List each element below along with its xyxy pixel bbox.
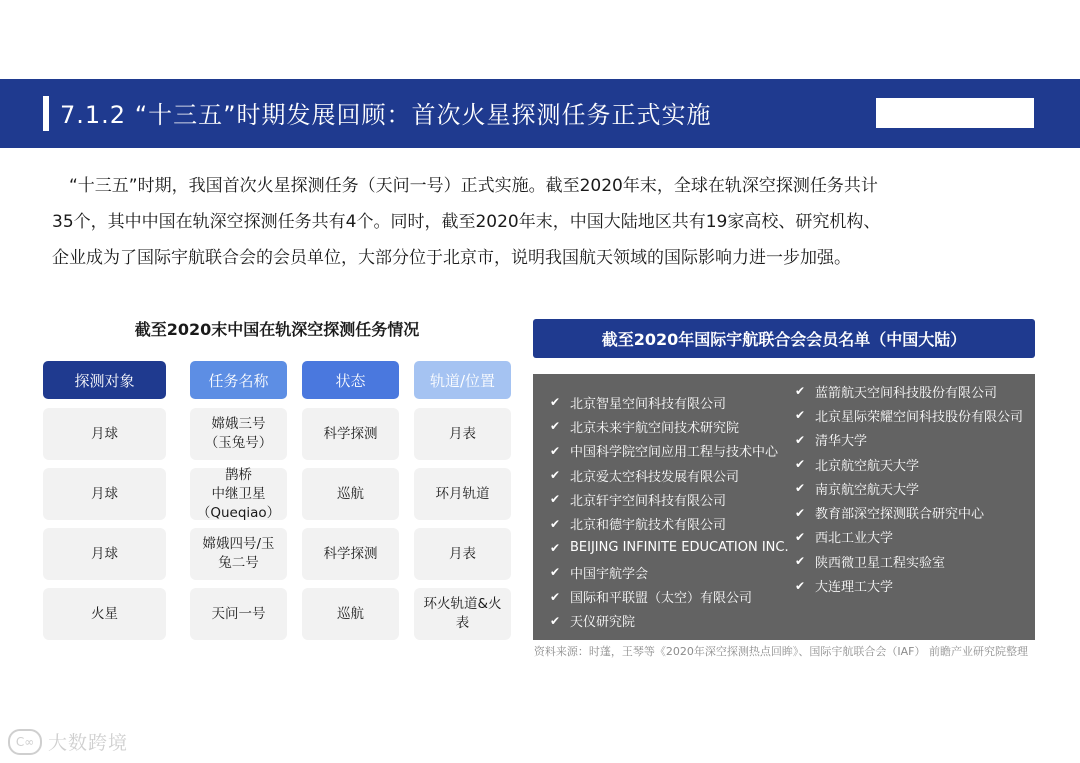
checkmark-icon: ✔ <box>550 565 561 580</box>
cell-orbit-line: 表 <box>455 615 470 631</box>
member-name: 陕西微卫星工程实验室 <box>815 555 946 571</box>
list-item <box>550 463 789 487</box>
list-item <box>550 536 789 560</box>
member-name: 北京爱太空科技发展有限公司 <box>570 469 740 485</box>
member-name: 北京轩宇空间科技有限公司 <box>570 493 727 509</box>
cell-orbit <box>414 588 511 640</box>
checkmark-icon: ✔ <box>550 613 561 628</box>
cell-status: 科学探测 <box>302 528 399 580</box>
cell-target: 月球 <box>43 408 166 460</box>
member-name: 国际和平联盟（太空）有限公司 <box>570 591 753 607</box>
member-name: 大连理工大学 <box>815 580 894 596</box>
checkmark-icon: ✔ <box>550 419 561 434</box>
member-name: 西北工业大学 <box>815 531 894 547</box>
checkmark-icon: ✔ <box>550 492 561 507</box>
intro-line-3: 企业成为了国际宇航联合会的会员单位，大部分位于北京市，说明我国航天领域的国际影响力进一步加强。 <box>52 248 851 268</box>
intro-line-1: “十三五”时期，我国首次火星探测任务（天问一号）正式实施。截至2020年末，全球在轨深空探测任务共计 <box>69 176 878 196</box>
source-note: 资料来源：时蓬，王琴等《2020年深空探测热点回眸》、国际宇航联合会（IAF） 前瞻产业研究院整理 <box>533 645 1028 658</box>
list-item <box>795 428 1023 452</box>
members-column-left <box>550 390 789 633</box>
member-name: 北京智星空间科技有限公司 <box>570 396 727 412</box>
cell-mission-name <box>190 468 287 520</box>
list-item <box>550 487 789 511</box>
checkmark-icon: ✔ <box>550 395 561 410</box>
member-name: 北京航空航天大学 <box>815 458 920 474</box>
cell-target: 月球 <box>43 468 166 520</box>
member-name: 教育部深空探测联合研究中心 <box>815 507 985 523</box>
missions-table-title: 截至2020末中国在轨深空探测任务情况 <box>134 320 420 339</box>
list-item <box>795 452 1023 476</box>
list-item <box>795 525 1023 549</box>
cell-mission-name-line: 天问一号 <box>211 605 266 622</box>
list-item <box>550 560 789 584</box>
member-name: 北京星际荣耀空间科技股份有限公司 <box>815 409 1024 425</box>
member-name: 中国科学院空间应用工程与技术中心 <box>570 445 779 461</box>
list-item <box>795 500 1023 524</box>
checkmark-icon: ✔ <box>795 578 806 593</box>
cell-mission-name <box>190 408 287 460</box>
members-title: 截至2020年国际宇航联合会会员名单（中国大陆） <box>533 319 1035 358</box>
checkmark-icon: ✔ <box>795 481 806 496</box>
cell-orbit-line: 月表 <box>449 545 476 562</box>
checkmark-icon: ✔ <box>550 516 561 531</box>
list-item <box>550 609 789 633</box>
list-item <box>795 573 1023 597</box>
list-item <box>795 476 1023 500</box>
table-header-cell: 探测对象 <box>43 361 166 399</box>
watermark-logo <box>8 728 128 755</box>
cell-orbit-line: 月表 <box>449 425 476 442</box>
member-name: BEIJING INFINITE EDUCATION INC. <box>570 540 789 556</box>
cell-target: 月球 <box>43 528 166 580</box>
member-name: 中国宇航学会 <box>570 566 649 582</box>
list-item <box>795 379 1023 403</box>
cell-orbit-line: 环火轨道&火 <box>423 596 502 612</box>
list-item <box>550 511 789 535</box>
table-header-cell: 轨道/位置 <box>414 361 511 399</box>
list-item <box>550 584 789 608</box>
cell-status: 巡航 <box>302 468 399 520</box>
checkmark-icon: ✔ <box>550 540 561 555</box>
cell-orbit-line: 环月轨道 <box>435 485 490 502</box>
member-name: 天仪研究院 <box>570 615 636 631</box>
member-name: 南京航空航天大学 <box>815 482 920 498</box>
cell-mission-name-line: 嫦娥三号 <box>211 416 266 432</box>
cell-orbit <box>414 528 511 580</box>
list-item <box>550 414 789 438</box>
cell-mission-name-line: 鹊桥 <box>225 466 252 483</box>
members-panel <box>533 374 1035 640</box>
member-name: 蓝箭航天空间科技股份有限公司 <box>815 385 998 401</box>
cell-status: 科学探测 <box>302 408 399 460</box>
cell-mission-name-line: （Queqiao） <box>196 504 281 521</box>
checkmark-icon: ✔ <box>795 408 806 423</box>
list-item <box>550 439 789 463</box>
member-name: 北京和德宇航技术有限公司 <box>570 518 727 534</box>
member-name: 北京未来宇航空间技术研究院 <box>570 420 740 436</box>
header-accent-bar <box>43 96 49 131</box>
checkmark-icon: ✔ <box>550 468 561 483</box>
checkmark-icon: ✔ <box>795 505 806 520</box>
table-header-cell: 任务名称 <box>190 361 287 399</box>
cell-orbit <box>414 468 511 520</box>
cell-mission-name-line: 中继卫星 <box>211 485 266 502</box>
cell-mission-name-line: 兔二号 <box>218 555 259 571</box>
logo-icon: C∞ <box>8 729 42 755</box>
intro-line-2: 35个，其中中国在轨深空探测任务共有4个。同时，截至2020年末，中国大陆地区共有19家高校、研究机构、 <box>52 212 881 232</box>
page-title: 7.1.2 “十三五”时期发展回顾：首次火星探测任务正式实施 <box>60 101 712 129</box>
checkmark-icon: ✔ <box>795 529 806 544</box>
list-item <box>795 549 1023 573</box>
cell-mission-name <box>190 588 287 640</box>
header-blank-box <box>876 98 1034 128</box>
checkmark-icon: ✔ <box>550 589 561 604</box>
list-item <box>795 403 1023 427</box>
member-name: 清华大学 <box>815 434 868 450</box>
cell-orbit <box>414 408 511 460</box>
checkmark-icon: ✔ <box>795 384 806 399</box>
checkmark-icon: ✔ <box>550 443 561 458</box>
cell-target: 火星 <box>43 588 166 640</box>
checkmark-icon: ✔ <box>795 554 806 569</box>
logo-text: 大数跨境 <box>48 732 129 754</box>
cell-mission-name <box>190 528 287 580</box>
list-item <box>550 390 789 414</box>
cell-mission-name-line: （玉兔号） <box>204 435 273 451</box>
cell-status: 巡航 <box>302 588 399 640</box>
table-header-cell: 状态 <box>302 361 399 399</box>
intro-paragraph <box>52 168 1037 276</box>
members-column-right <box>795 379 1023 598</box>
cell-mission-name-line: 嫦娥四号/玉 <box>202 536 275 552</box>
checkmark-icon: ✔ <box>795 432 806 447</box>
checkmark-icon: ✔ <box>795 457 806 472</box>
